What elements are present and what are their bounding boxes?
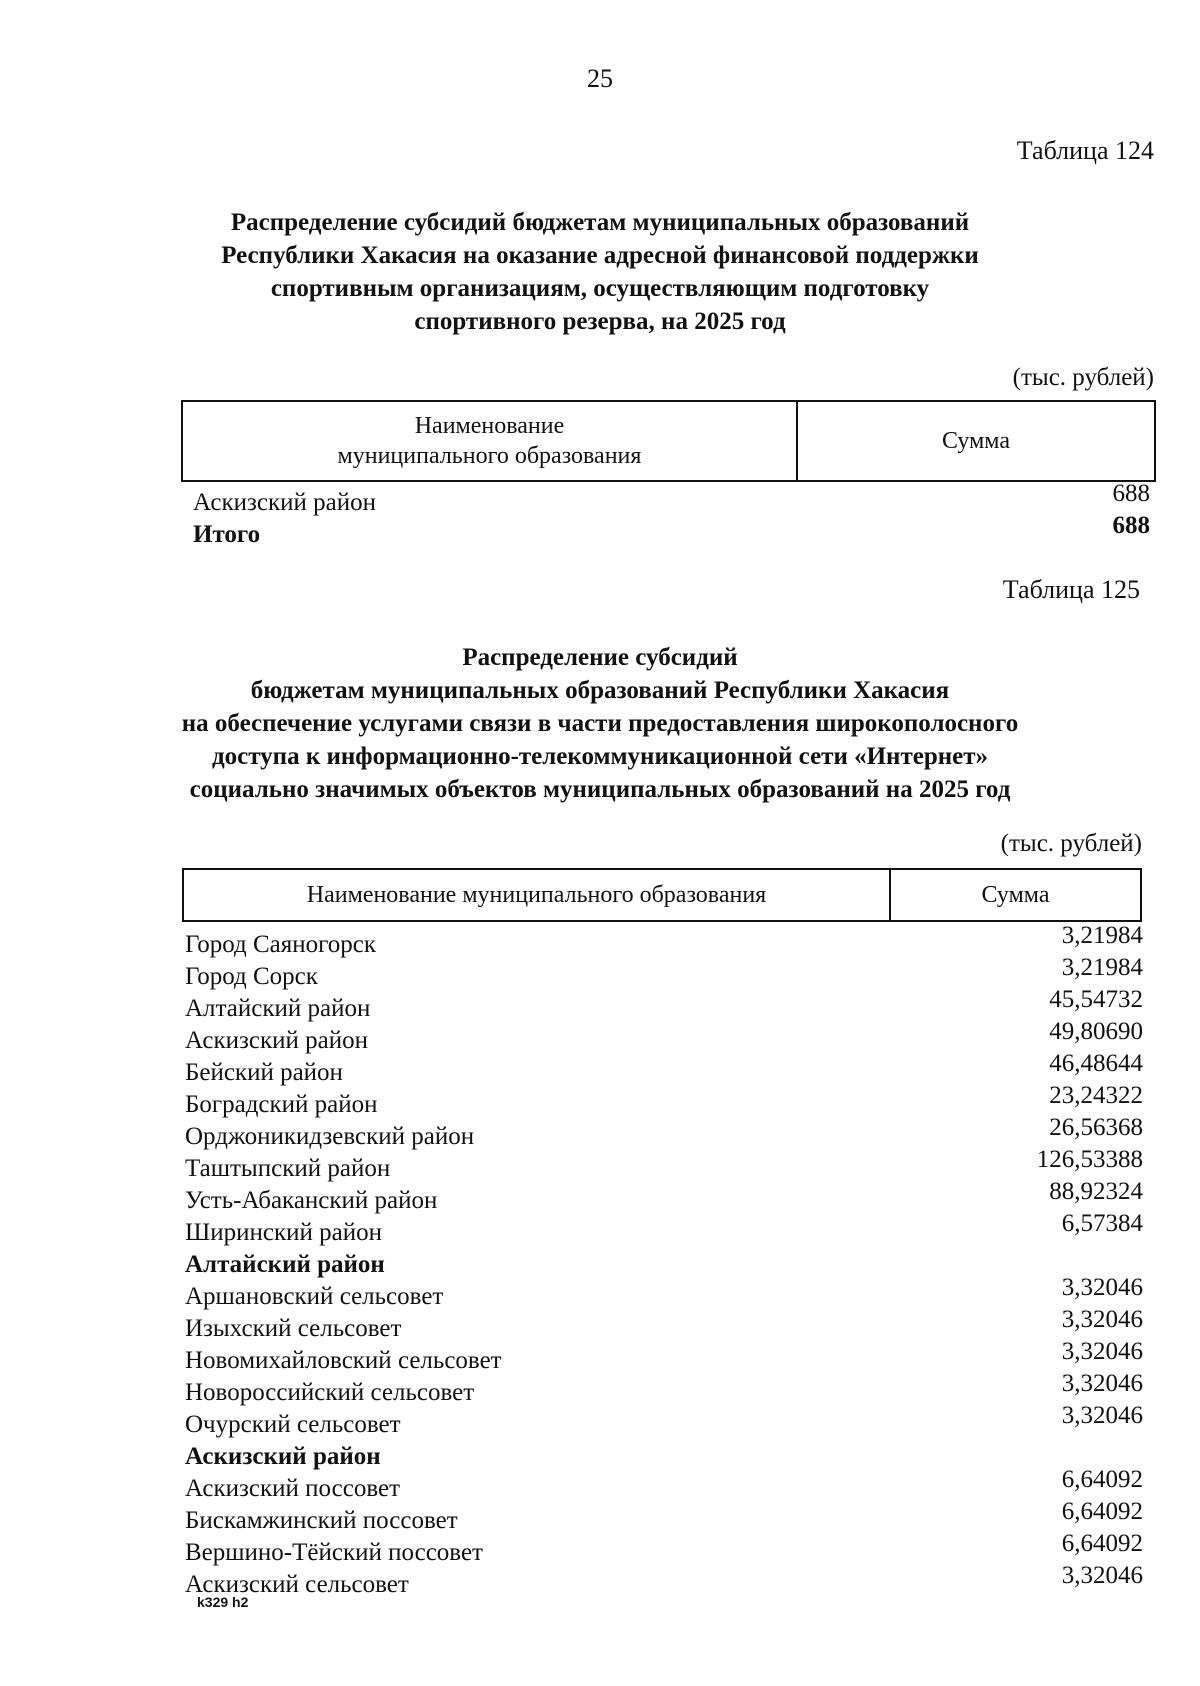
row-value: 88,92324 xyxy=(1049,1178,1143,1205)
row-value: 126,53388 xyxy=(1036,1146,1143,1173)
title-line: бюджетам муниципальных образований Республики Хакасия xyxy=(250,677,950,704)
row-name: Аскизский район xyxy=(193,489,377,516)
row-value: 6,64092 xyxy=(1061,1466,1143,1493)
table-row xyxy=(185,1082,1143,1121)
row-value: 49,80690 xyxy=(1049,1018,1143,1045)
table-row xyxy=(193,480,1150,519)
row-value: 46,48644 xyxy=(1049,1050,1143,1077)
row-value: 3,32046 xyxy=(1061,1370,1143,1397)
table-125-body xyxy=(185,922,1143,1601)
table-row xyxy=(185,1530,1143,1569)
header-name-cell: Наименование муниципального образования xyxy=(184,870,891,920)
header-name-cell xyxy=(183,402,798,480)
title-line: доступа к информационно-телекоммуникационной сети «Интернет» xyxy=(211,743,989,770)
table-row xyxy=(185,1370,1143,1409)
row-value: 45,54732 xyxy=(1049,986,1143,1013)
table-row xyxy=(185,1178,1143,1217)
table-row xyxy=(185,1306,1143,1345)
table-row xyxy=(185,1018,1143,1057)
table-124-header xyxy=(181,400,1156,482)
table-125-header xyxy=(182,868,1142,922)
row-name: Новороссийский сельсовет xyxy=(185,1379,475,1406)
row-value: 3,32046 xyxy=(1061,1306,1143,1333)
table-row xyxy=(185,1274,1143,1313)
row-value: 3,32046 xyxy=(1061,1338,1143,1365)
table-125-title xyxy=(130,641,1070,806)
table-row xyxy=(185,1114,1143,1153)
row-name: Усть-Абаканский район xyxy=(185,1187,438,1214)
table-row xyxy=(185,986,1143,1025)
row-name: Вершино-Тёйский поссовет xyxy=(185,1539,483,1566)
row-name: Боградский район xyxy=(185,1091,378,1118)
row-value: 6,64092 xyxy=(1061,1530,1143,1557)
row-value: 6,64092 xyxy=(1061,1498,1143,1525)
title-line: Распределение субсидий xyxy=(462,644,738,671)
row-name: Аскизский район xyxy=(185,1027,369,1054)
row-name: Итого xyxy=(193,521,261,548)
row-value: 3,32046 xyxy=(1061,1562,1143,1589)
title-line: социально значимых объектов муниципальных образований на 2025 год xyxy=(189,776,1011,803)
header-sum-cell: Сумма xyxy=(981,882,1050,908)
table-124-title xyxy=(160,206,1040,338)
table-row xyxy=(185,1498,1143,1537)
total-row xyxy=(193,512,1150,551)
table-row xyxy=(185,954,1143,993)
row-value: 688 xyxy=(1112,512,1150,539)
row-value: 3,21984 xyxy=(1061,922,1143,949)
table-row xyxy=(185,922,1143,961)
row-name: Новомихайловский сельсовет xyxy=(185,1347,502,1374)
table-row xyxy=(185,1562,1143,1601)
row-value: 688 xyxy=(1112,480,1150,507)
table-row xyxy=(185,1466,1143,1505)
table-125-label: Таблица 125 xyxy=(1002,575,1140,604)
header-sum-cell: Сумма xyxy=(942,428,1010,454)
table-row xyxy=(185,1146,1143,1185)
row-name: Бейский район xyxy=(185,1059,343,1086)
row-name: Аскизский район xyxy=(185,1443,381,1470)
row-name: Алтайский район xyxy=(185,995,371,1022)
table-124-body xyxy=(193,480,1150,551)
table-124-unit: (тыс. рублей) xyxy=(1012,364,1154,391)
row-value: 3,32046 xyxy=(1061,1274,1143,1301)
section-heading-row xyxy=(185,1249,1143,1281)
row-name: Город Саяногорск xyxy=(185,931,377,958)
title-line: спортивного резерва, на 2025 год xyxy=(414,308,786,335)
row-value: 3,21984 xyxy=(1061,954,1143,981)
row-value: 3,32046 xyxy=(1061,1402,1143,1429)
row-name: Аскизский поссовет xyxy=(185,1475,401,1502)
table-row xyxy=(185,1210,1143,1249)
row-name: Алтайский район xyxy=(185,1251,385,1278)
row-name: Орджоникидзевский район xyxy=(185,1123,475,1150)
table-125-unit: (тыс. рублей) xyxy=(1000,830,1142,857)
header-name-line: Наименование xyxy=(414,413,565,439)
row-name: Таштыпский район xyxy=(185,1155,391,1182)
row-value: 6,57384 xyxy=(1061,1210,1143,1237)
row-name: Очурский сельсовет xyxy=(185,1411,401,1438)
row-name: Ширинский район xyxy=(185,1219,382,1246)
table-124-label: Таблица 124 xyxy=(1016,136,1154,165)
title-line: спортивным организациям, осуществляющим подготовку xyxy=(270,275,930,302)
title-line: на обеспечение услугами связи в части предоставления широкополосного xyxy=(181,710,1019,737)
row-name: Аршановский сельсовет xyxy=(185,1283,444,1310)
table-row xyxy=(185,1050,1143,1089)
title-line: Республики Хакасия на оказание адресной финансовой поддержки xyxy=(221,242,979,269)
row-name: Аскизский сельсовет xyxy=(185,1571,409,1598)
row-name: Бискамжинский поссовет xyxy=(185,1507,458,1534)
row-value: 26,56368 xyxy=(1049,1114,1143,1141)
page-number: 25 xyxy=(587,64,613,93)
header-name-line: муниципального образования xyxy=(337,443,642,469)
footer-code: k329 h2 xyxy=(197,1594,249,1610)
table-row xyxy=(185,1402,1143,1441)
table-row xyxy=(185,1338,1143,1377)
title-line: Распределение субсидий бюджетам муниципальных образований xyxy=(230,209,970,236)
row-value: 23,24322 xyxy=(1049,1082,1143,1109)
row-name: Изыхский сельсовет xyxy=(185,1315,402,1342)
row-name: Город Сорск xyxy=(185,963,318,990)
section-heading-row xyxy=(185,1441,1143,1473)
